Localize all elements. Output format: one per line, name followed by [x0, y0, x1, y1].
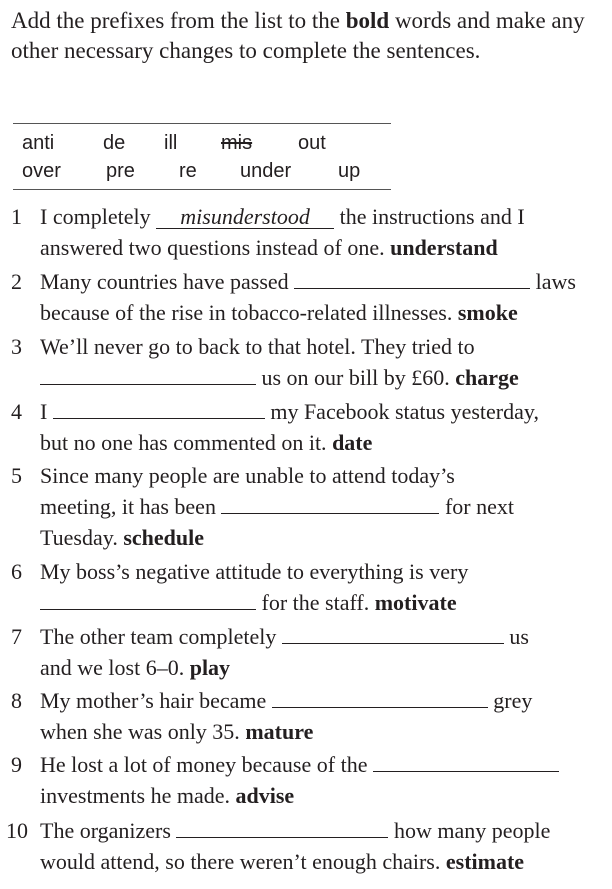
item-number: 3 — [11, 334, 22, 359]
answer-blank[interactable] — [53, 398, 265, 419]
answer-blank[interactable] — [282, 623, 504, 644]
item-line — [40, 717, 612, 747]
item-text: how many people — [388, 818, 551, 843]
word-box-top-rule — [13, 123, 391, 124]
item-line — [40, 267, 612, 297]
item-text: answered two questions instead of one. — [40, 235, 391, 260]
item-text: The other team completely — [40, 624, 282, 649]
item-line — [40, 492, 612, 522]
item-text: We’ll never go to back to that hotel. They tried to — [40, 334, 475, 359]
keyword: schedule — [123, 525, 205, 550]
prefix-under: under — [240, 160, 292, 182]
keyword: understand — [390, 235, 498, 260]
answer-blank[interactable] — [272, 687, 488, 708]
item-number: 7 — [11, 624, 22, 649]
item-number: 4 — [11, 399, 22, 424]
item-line — [40, 557, 612, 587]
answer-blank[interactable] — [294, 268, 530, 289]
item-text: Tuesday. — [40, 525, 124, 550]
item-line — [40, 298, 612, 328]
instructions — [11, 6, 607, 66]
prefix-up: up — [338, 160, 361, 182]
item-line — [40, 622, 612, 652]
item-number: 10 — [6, 818, 28, 843]
item-number: 8 — [11, 688, 22, 713]
instructions-bold-word: bold — [345, 8, 390, 33]
item-line — [40, 397, 612, 427]
item-line — [40, 653, 612, 683]
keyword: advise — [235, 783, 295, 808]
item-line — [40, 202, 612, 232]
prefix-out: out — [298, 132, 326, 154]
item-text: meeting, it has been — [40, 494, 222, 519]
keyword: smoke — [457, 300, 518, 325]
answer-blank[interactable] — [176, 817, 388, 838]
item-number: 5 — [11, 463, 22, 488]
item-text: my Facebook status yesterday, — [264, 399, 539, 424]
prefix-anti: anti — [22, 132, 55, 154]
item-line — [40, 686, 612, 716]
item-text: I — [40, 399, 53, 424]
item-text: the instructions and I — [334, 204, 525, 229]
answer-blank[interactable] — [221, 493, 439, 514]
item-text: and we lost 6–0. — [40, 655, 190, 680]
answer-blank[interactable] — [373, 751, 559, 772]
item-text: The organizers — [40, 818, 177, 843]
prefix-de: de — [103, 132, 126, 154]
item-line — [40, 750, 612, 780]
item-text: Many countries have passed — [40, 269, 295, 294]
item-line — [40, 428, 612, 458]
item-number: 6 — [11, 559, 22, 584]
word-box-bottom-rule — [13, 189, 391, 190]
item-text: for the staff. — [256, 590, 375, 615]
item-text: Since many people are unable to attend today’s — [40, 463, 455, 488]
item-line — [40, 781, 612, 811]
prefix-ill: ill — [164, 132, 178, 154]
item-line — [40, 588, 612, 618]
keyword: mature — [245, 719, 314, 744]
item-text: investments he made. — [40, 783, 236, 808]
item-text: us — [503, 624, 529, 649]
keyword: estimate — [445, 849, 525, 874]
answer-blank-filled[interactable]: misunderstood — [156, 206, 334, 229]
answer-blank[interactable] — [40, 589, 256, 610]
item-line — [40, 461, 612, 491]
keyword: play — [189, 655, 231, 680]
item-line — [40, 233, 612, 263]
prefix-re: re — [179, 160, 197, 182]
keyword: charge — [455, 365, 519, 390]
item-text: My mother’s hair became — [40, 688, 272, 713]
prefix-over: over — [22, 160, 61, 182]
prefix-pre: pre — [106, 160, 135, 182]
item-text: us on our bill by £60. — [256, 365, 456, 390]
item-number: 1 — [11, 204, 22, 229]
prefix-mis-crossed-out: mis — [221, 132, 253, 154]
item-line — [40, 847, 612, 877]
keyword: motivate — [374, 590, 457, 615]
item-line — [40, 523, 612, 553]
item-text: I completely — [40, 204, 157, 229]
item-number: 2 — [11, 269, 22, 294]
item-text: because of the rise in tobacco-related illnesses. — [40, 300, 458, 325]
item-text: would attend, so there weren’t enough chairs. — [40, 849, 446, 874]
item-text: when she was only 35. — [40, 719, 246, 744]
answer-blank[interactable] — [40, 364, 256, 385]
keyword: date — [332, 430, 373, 455]
item-line — [40, 332, 612, 362]
item-line — [40, 363, 612, 393]
item-text: grey — [487, 688, 533, 713]
item-text: My boss’s negative attitude to everything is very — [40, 559, 469, 584]
item-text: He lost a lot of money because of the — [40, 752, 373, 777]
item-text: laws — [530, 269, 576, 294]
instructions-part2: words and make any other necessary changes to complete the sentences. — [11, 8, 585, 63]
item-line — [40, 816, 612, 846]
item-text: for next — [439, 494, 514, 519]
instructions-part1: Add the prefixes from the list to the — [11, 8, 346, 33]
item-number: 9 — [11, 752, 22, 777]
item-text: but no one has commented on it. — [40, 430, 333, 455]
